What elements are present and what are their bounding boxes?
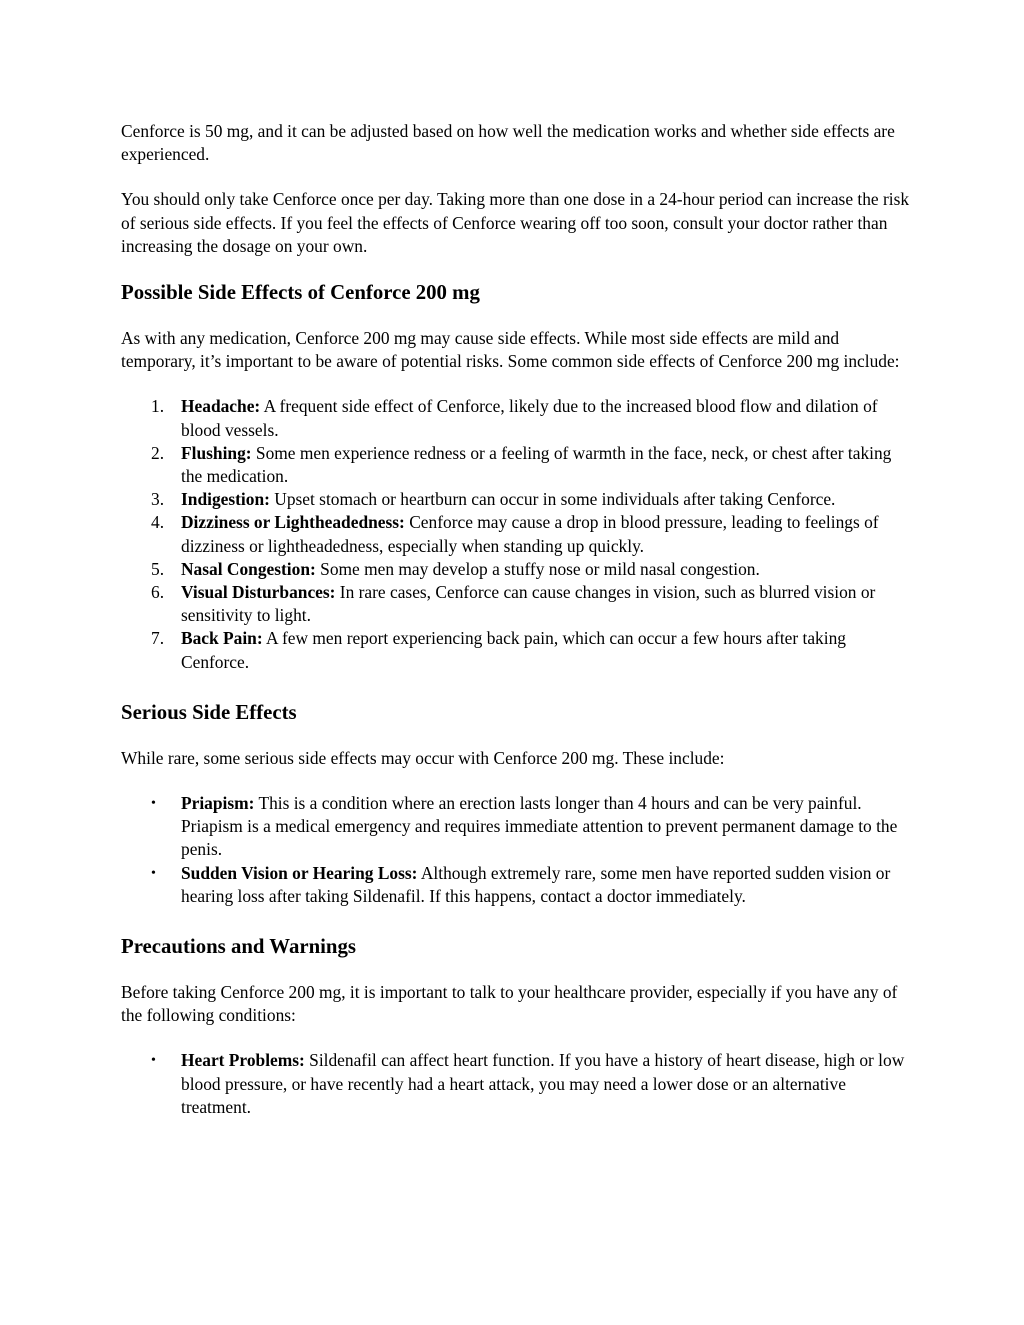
serious-side-effects-heading: Serious Side Effects: [121, 700, 297, 724]
intro-paragraph-1: Cenforce is 50 mg, and it can be adjusted based on how well the medication works and whether side effects are experienced.: [121, 121, 895, 165]
list-item: [121, 1049, 911, 1119]
list-item-term: Back Pain:: [181, 628, 263, 649]
list-item: [121, 581, 911, 627]
list-item-text: A few men report experiencing back pain, which can occur a few hours after taking Cenforce.: [181, 628, 846, 672]
list-item-text: Sildenafil can affect heart function. If you have a history of heart disease, high or low blood pressure, or have recently had a heart attack, you may need a lower dose or an alternative treatment.: [181, 1050, 905, 1117]
intro-paragraph-2: You should only take Cenforce once per day. Taking more than one dose in a 24-hour period can increase the risk of serious side effects. If you feel the effects of Cenforce wearing off too soon, consult your doctor rather than increasing the dosage on your own.: [121, 189, 910, 256]
list-item-term: Flushing:: [181, 442, 252, 463]
list-item-term: Heart Problems:: [181, 1050, 305, 1071]
list-item-text: Some men experience redness or a feeling of warmth in the face, neck, or chest after taking the medication.: [181, 442, 892, 487]
list-item-term: Nasal Congestion:: [181, 558, 316, 579]
list-item: [121, 792, 911, 862]
list-item-term: Headache:: [181, 396, 261, 417]
precautions-intro: Before taking Cenforce 200 mg, it is important to talk to your healthcare provider, especially if you have any of the following conditions:: [121, 982, 898, 1026]
side-effects-heading: Possible Side Effects of Cenforce 200 mg: [121, 281, 480, 305]
list-number: 6.: [151, 582, 165, 603]
list-item: [121, 488, 911, 511]
bullet-icon: •: [151, 865, 156, 881]
list-item: [121, 511, 911, 557]
list-item: [121, 627, 911, 673]
list-number: 1.: [151, 396, 165, 417]
list-item-term: Priapism:: [181, 793, 255, 814]
list-item-text: Some men may develop a stuffy nose or mild nasal congestion.: [315, 558, 760, 579]
bullet-icon: •: [151, 1053, 156, 1069]
list-item-term: Indigestion:: [181, 489, 270, 510]
list-item: [121, 862, 911, 908]
list-item-text: A frequent side effect of Cenforce, likely due to the increased blood flow and dilation of blood vessels.: [181, 396, 878, 440]
list-item-term: Sudden Vision or Hearing Loss:: [181, 862, 418, 883]
list-item-text: In rare cases, Cenforce can cause changes in vision, such as blurred vision or sensitivity to light.: [181, 582, 876, 626]
document-page: [121, 120, 911, 1119]
list-number: 7.: [151, 628, 165, 649]
list-item-text: This is a condition where an erection lasts longer than 4 hours and can be very painful. Priapism is a medical emergency and requires immediate attention to prevent permanent damage to the penis.: [181, 793, 898, 860]
list-item-text: Cenforce may cause a drop in blood pressure, leading to feelings of dizziness or lightheadedness, especially when standing up quickly.: [181, 512, 879, 556]
list-item-text: Upset stomach or heartburn can occur in some individuals after taking Cenforce.: [269, 489, 836, 510]
precautions-list: [121, 1049, 911, 1119]
list-item-text: Although extremely rare, some men have reported sudden vision or hearing loss after taking Sildenafil. If this happens, contact a doctor immediately.: [181, 862, 891, 906]
list-item: [121, 442, 911, 488]
serious-side-effects-intro: While rare, some serious side effects may occur with Cenforce 200 mg. These include:: [121, 747, 725, 768]
list-number: 5.: [151, 558, 165, 579]
side-effects-list: [121, 395, 911, 673]
list-item: [121, 558, 911, 581]
list-number: 4.: [151, 512, 165, 533]
side-effects-intro: As with any medication, Cenforce 200 mg may cause side effects. While most side effects are mild and temporary, it’s important to be aware of potential risks. Some common side effects of Cenforce 200 mg include:: [121, 328, 900, 372]
list-number: 3.: [151, 489, 165, 510]
list-item-term: Visual Disturbances:: [181, 582, 336, 603]
precautions-heading: Precautions and Warnings: [121, 935, 356, 959]
list-item: [121, 395, 911, 441]
list-number: 2.: [151, 442, 165, 463]
serious-side-effects-list: [121, 792, 911, 908]
bullet-icon: •: [151, 796, 156, 812]
list-item-term: Dizziness or Lightheadedness:: [181, 512, 405, 533]
